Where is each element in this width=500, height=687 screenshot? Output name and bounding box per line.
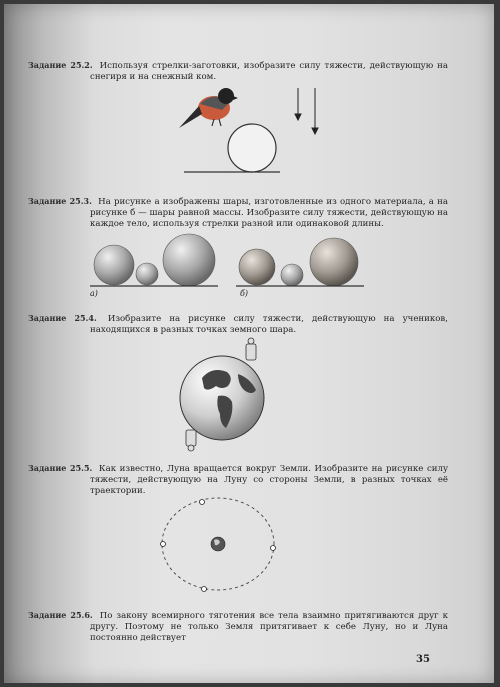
task-25-4: [28, 313, 448, 336]
balls-group-a: [90, 234, 218, 286]
moon-point-top: [200, 500, 205, 505]
moon-point-right: [271, 546, 276, 551]
balls-figure: [84, 232, 374, 302]
page-number: 35: [416, 654, 430, 665]
figure-label-a: а): [90, 289, 98, 298]
bullfinch-snowball-figure: [174, 84, 334, 179]
task-25-5: [28, 463, 448, 497]
task-label: Задание 25.4.: [28, 313, 97, 323]
student-top-icon: [246, 338, 256, 360]
task-25-3: [28, 196, 448, 230]
task-25-6: [28, 610, 448, 644]
task-25-2: [28, 60, 448, 83]
moon-point-left: [161, 542, 166, 547]
earth-with-students-figure: [172, 338, 282, 450]
textbook-page: [4, 4, 494, 683]
figure-label-b: б): [240, 289, 249, 298]
task-text: На рисунке а изображены шары, изготовленные из одного материала, а на рисунке б — шары равной массы. Изобразите силу тяжести, действующую на каждое тело, используя стрелки разной или одинаковой длины.: [90, 197, 448, 229]
task-label: Задание 25.3.: [28, 196, 92, 206]
task-text: Используя стрелки-заготовки, изобразите силу тяжести, действующую на снегиря и на снежный ком.: [90, 61, 449, 82]
moon-orbit-figure: [154, 502, 284, 598]
task-text: Изобразите на рисунке силу тяжести, действующую на учеников, находящихся в разных точках земного шара.: [90, 314, 448, 335]
task-text: По закону всемирного тяготения все тела взаимно притягиваются друг к другу. Поэтому не только Земля притягивает к себе Луну, но и Луна постоянно действует: [90, 611, 449, 643]
arrow-blanks: [295, 88, 318, 134]
student-bottom-icon: [186, 430, 196, 451]
balls-group-b: [236, 238, 364, 286]
task-label: Задание 25.2.: [28, 60, 93, 70]
task-label: Задание 25.6.: [28, 610, 93, 620]
snowball: [228, 124, 276, 172]
task-label: Задание 25.5.: [28, 463, 93, 473]
task-text: Как известно, Луна вращается вокруг Земли. Изобразите на рисунке силу тяжести, действующую на Луну со стороны Земли, в разных точках её траектории.: [90, 464, 448, 496]
bullfinch-icon: [179, 88, 238, 128]
moon-point-bottom: [202, 587, 207, 592]
